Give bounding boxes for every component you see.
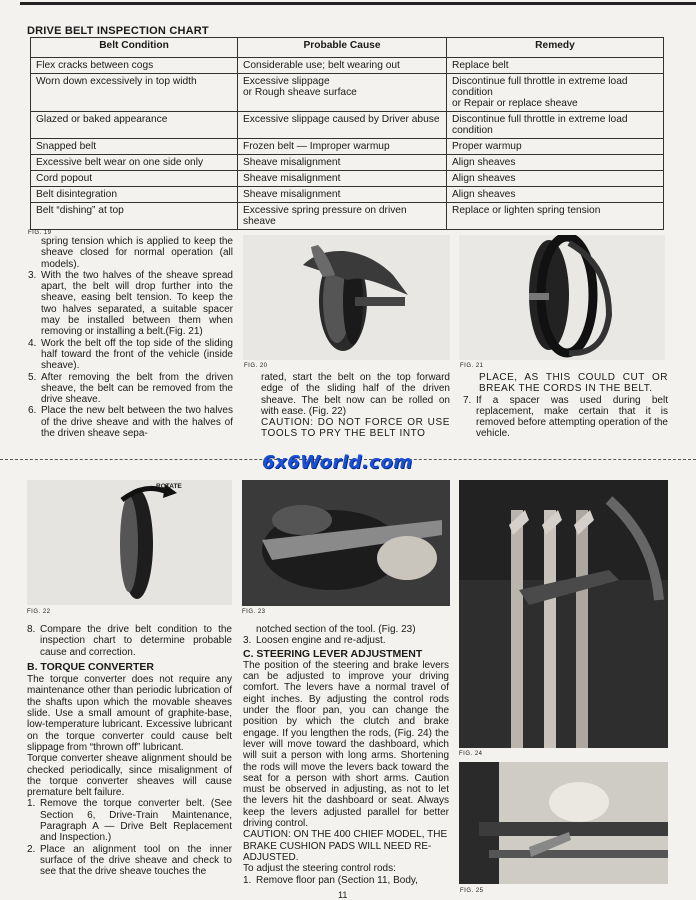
steps-list-top xyxy=(28,270,233,439)
list-item: 3. With the two halves of the sheave spread apart, the belt will drop further into the sheave, easing belt tension. To keep the two halves separated, a suitable spacer may be installed between them when removing or installing a belt.(Fig. 21) xyxy=(28,269,233,338)
table-row xyxy=(31,187,664,203)
rotate-label: ROTATE xyxy=(156,483,182,490)
cell-belt-condition: Snapped belt xyxy=(31,139,238,155)
table-row xyxy=(31,139,664,155)
cell-probable-cause: Considerable use; belt wearing out xyxy=(238,58,447,74)
list-item: 3. Loosen engine and re-adjust. xyxy=(243,635,386,647)
cell-belt-condition: Glazed or baked appearance xyxy=(31,112,238,139)
fig-24-photo xyxy=(459,480,668,748)
cell-probable-cause: Frozen belt — Improper warmup xyxy=(238,139,447,155)
fig-22-photo xyxy=(27,480,232,605)
cell-probable-cause: Excessive spring pressure on driven sheave xyxy=(238,203,447,230)
column-2-top xyxy=(261,372,450,440)
list-item: 1. Remove the torque converter belt. (See Section 6, Drive-Train Maintenance, Paragraph A — Drive Belt Replacement and Inspection.) xyxy=(27,798,232,844)
list-item: 2. Place an alignment tool on the inner surface of the drive sheave and check to see that the drive sheave touches the xyxy=(27,843,232,878)
list-item: 1. Remove floor pan (Section 11, Body, xyxy=(243,874,418,886)
cell-remedy: Replace or lighten spring tension xyxy=(447,203,664,230)
steering-paragraph-2: To adjust the steering control rods: xyxy=(243,863,396,875)
fig-25-photo xyxy=(459,762,668,884)
column-3-top xyxy=(463,372,668,440)
cell-probable-cause: Excessive slippage caused by Driver abuse xyxy=(238,112,447,139)
steps-list-steering xyxy=(243,875,449,886)
steering-paragraph-1: The position of the steering and brake levers can be adjusted to improve your driving comfort. The levers have a normal travel of eight inches. By adjusting the control rods under the floor pan, you can change the position by which the clutch and brake engage. If you lengthen the rods, (Fig. 24) the lever will move toward the dashboard, which will suit a person with long arms. Shortening the rods will move the levers back toward the seat for a person with short arms. Caution must be observed in adjusting, as not to let the levers hit the dashboard or seat. Always keep the levers adjusted parallel for better driving control. xyxy=(243,659,449,830)
list-item: 8. Compare the drive belt condition to the inspection chart to determine probable cause and correction. xyxy=(27,624,232,658)
table-row xyxy=(31,203,664,230)
cell-probable-cause: Sheave misalignment xyxy=(238,155,447,171)
column-1-top xyxy=(28,236,233,439)
fig-25-label: FIG. 25 xyxy=(460,888,484,894)
cell-remedy: Align sheaves xyxy=(447,171,664,187)
list-item: 5. After removing the belt from the driven sheave, the belt can be removed from the drive sheave. xyxy=(28,371,233,406)
fig-23-label: FIG. 23 xyxy=(242,609,266,615)
table-row xyxy=(31,112,664,139)
list-item: 6. Place the new belt between the two halves of the drive sheave and with the halves of the driven sheave sepa- xyxy=(28,405,233,440)
fig-21-photo xyxy=(459,235,665,360)
table-row xyxy=(31,74,664,112)
control-rods-illustration xyxy=(459,762,668,884)
page-number: 11 xyxy=(338,890,348,900)
steps-list-8 xyxy=(27,624,232,658)
table-row xyxy=(31,155,664,171)
cell-probable-cause: Sheave misalignment xyxy=(238,187,447,203)
torque-paragraph-1: The torque converter does not require any maintenance other than periodic lubrication of the shafts upon which the movable sheaves slide. Use a small amount of graphite-base, low-temperature lubricant. Excessive lubricant on the torque converter could cause belt slippage from “thrown off” lubricant. xyxy=(27,674,232,753)
continued-text: spring tension which is applied to keep the sheave closed for normal operation (all models). xyxy=(41,236,233,270)
list-item: 7. If a spacer was used during belt replacement, make certain that it is removed before attempting operation of the vehicle. xyxy=(463,394,668,440)
cell-probable-cause: Excessive slippage or Rough sheave surface xyxy=(238,74,447,112)
section-heading-steering: C. STEERING LEVER ADJUSTMENT xyxy=(243,647,423,660)
header-probable-cause: Probable Cause xyxy=(238,38,447,58)
belt-inspection-table xyxy=(30,37,664,230)
cell-remedy: Discontinue full throttle in extreme load condition or Repair or replace sheave xyxy=(447,74,664,112)
table-header-row xyxy=(31,38,664,58)
page-top-rule xyxy=(20,2,696,5)
alignment-tool-illustration xyxy=(242,480,450,606)
cell-belt-condition: Belt disintegration xyxy=(31,187,238,203)
caution-text: CAUTION: DO NOT FORCE OR USE TOOLS TO PRY THE BELT INTO xyxy=(261,417,450,440)
continued-text-3: notched section of the tool. (Fig. 23) xyxy=(256,624,416,635)
cell-remedy: Align sheaves xyxy=(447,155,664,171)
column-1-bottom xyxy=(27,624,232,878)
cell-belt-condition: Cord popout xyxy=(31,171,238,187)
continued-text-2: rated, start the belt on the top forward edge of the sliding half of the driven sheave. The belt now can be rolled on with ease. (Fig. 22) xyxy=(261,372,450,417)
belt-spacer-illustration xyxy=(459,235,665,360)
watermark-logo: 6x6World.com xyxy=(262,452,413,473)
table-row xyxy=(31,58,664,74)
fig-23-photo xyxy=(242,480,450,606)
steps-list-3 xyxy=(243,635,449,646)
cell-belt-condition: Flex cracks between cogs xyxy=(31,58,238,74)
column-2-bottom xyxy=(243,624,449,886)
fig-21-label: FIG. 21 xyxy=(460,363,484,369)
torque-paragraph-2: Torque converter sheave alignment should be checked periodically, since misalignment of the torque converter sheaves will cause premature belt failure. xyxy=(27,753,232,799)
section-heading-torque-converter: B. TORQUE CONVERTER xyxy=(27,660,154,673)
steering-levers-illustration xyxy=(459,480,668,748)
cell-belt-condition: Worn down excessively in top width xyxy=(31,74,238,112)
header-belt-condition: Belt Condition xyxy=(31,38,238,58)
chart-title: DRIVE BELT INSPECTION CHART xyxy=(27,25,209,37)
cell-probable-cause: Sheave misalignment xyxy=(238,171,447,187)
steering-caution: CAUTION: ON THE 400 CHIEF MODEL, THE BRAKE CUSHION PADS WILL NEED RE-ADJUSTED. xyxy=(243,829,448,863)
cell-remedy: Discontinue full throttle in extreme load condition xyxy=(447,112,664,139)
fig-20-label: FIG. 20 xyxy=(244,363,268,369)
rotate-belt-illustration xyxy=(27,480,232,605)
header-remedy: Remedy xyxy=(447,38,664,58)
fig-22-label: FIG. 22 xyxy=(27,609,51,615)
steps-list-torque xyxy=(27,798,232,877)
belt-sheave-illustration xyxy=(243,235,450,360)
cell-belt-condition: Belt “dishing” at top xyxy=(31,203,238,230)
table-row xyxy=(31,171,664,187)
fig-24-label: FIG. 24 xyxy=(459,751,483,757)
fig-19-label: FIG. 19 xyxy=(28,230,52,236)
fig-20-photo xyxy=(243,235,450,360)
list-item: 4. Work the belt off the top side of the sliding half toward the front of the vehicle (inside sheave). xyxy=(28,337,233,372)
caution-continued: PLACE, AS THIS COULD CUT OR BREAK THE CORDS IN THE BELT. xyxy=(479,372,668,395)
cell-belt-condition: Excessive belt wear on one side only xyxy=(31,155,238,171)
cell-remedy: Proper warmup xyxy=(447,139,664,155)
steps-list-right xyxy=(463,395,668,440)
cell-remedy: Align sheaves xyxy=(447,187,664,203)
cell-remedy: Replace belt xyxy=(447,58,664,74)
